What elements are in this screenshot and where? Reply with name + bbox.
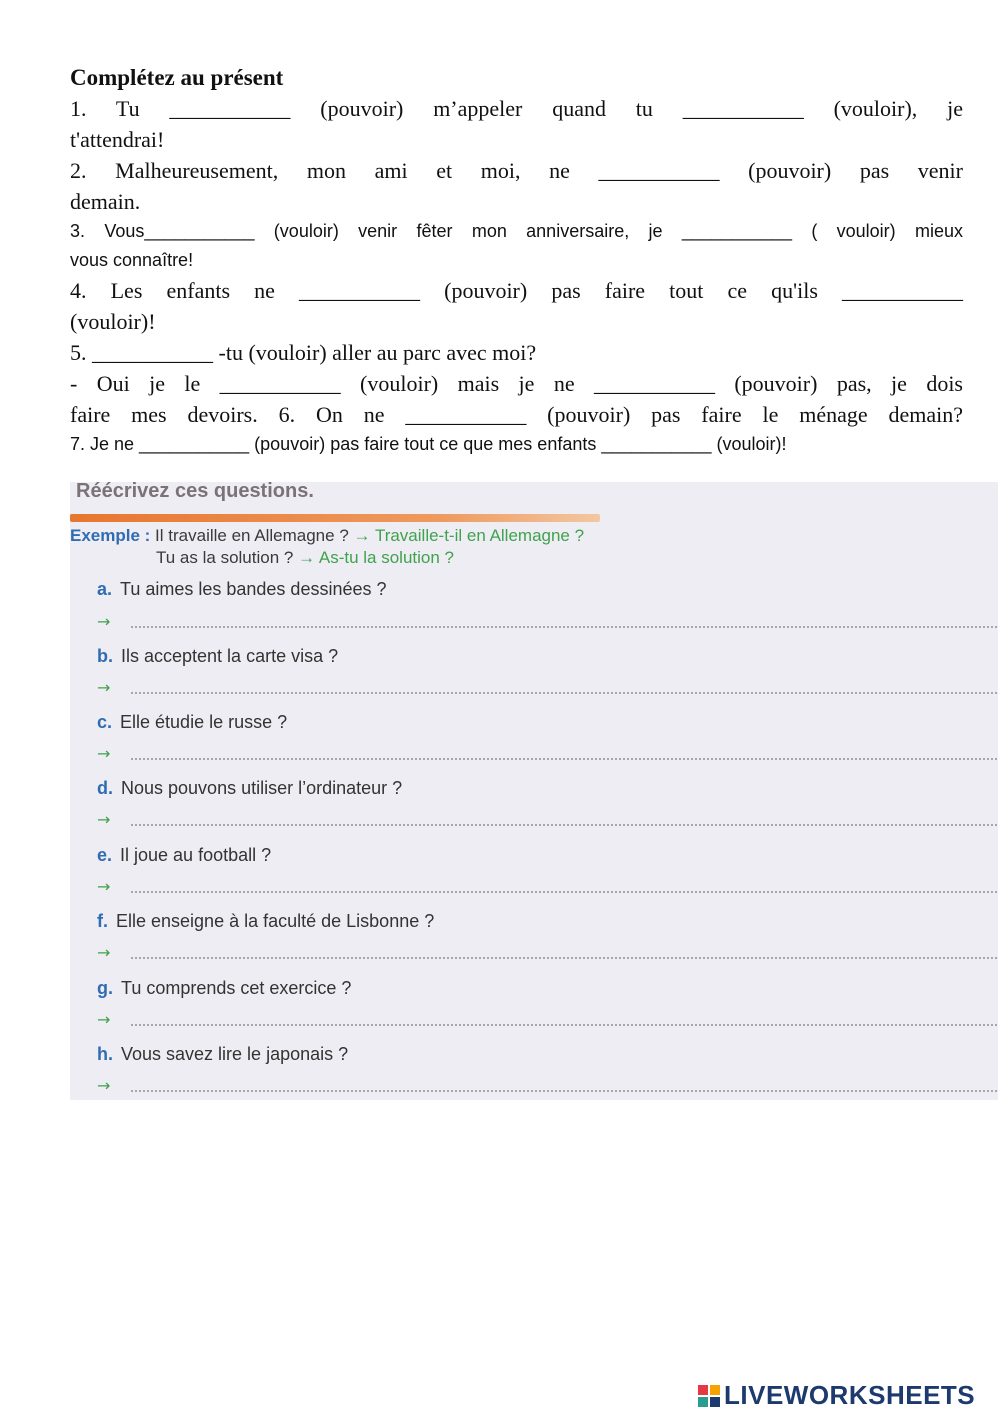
question-letter: g.: [97, 978, 113, 998]
question-text: Tu aimes les bandes dessinées ?: [120, 579, 387, 599]
dotted-line: [131, 957, 997, 959]
example-label: Exemple :: [70, 526, 151, 545]
arrow-icon: →: [97, 1076, 111, 1095]
example-1-question: Il travaille en Allemagne ?: [155, 526, 349, 545]
example-2-answer: As-tu la solution ?: [318, 548, 455, 567]
brand-name: LIVEWORKSHEETS: [724, 1380, 976, 1410]
exercise-line-9: 5. ___________ -tu (vouloir) aller au parc avec moi?: [70, 340, 537, 365]
heading-underline-bar: [70, 514, 600, 522]
answer-line-a[interactable]: [97, 612, 997, 634]
question-a: [97, 579, 387, 600]
question-text: Il joue au football ?: [120, 845, 272, 865]
dotted-line: [131, 1090, 997, 1092]
answer-line-c[interactable]: [97, 744, 997, 766]
question-text: Nous pouvons utiliser l’ordinateur ?: [121, 778, 403, 798]
exercise-2: [70, 482, 998, 1100]
dotted-line: [131, 758, 997, 760]
answer-line-d[interactable]: [97, 810, 997, 832]
answer-line-h[interactable]: [97, 1076, 997, 1098]
arrow-icon: →: [97, 810, 111, 829]
arrow-icon: →: [97, 943, 111, 962]
question-e: [97, 845, 271, 866]
question-letter: d.: [97, 778, 113, 798]
answer-line-b[interactable]: [97, 678, 997, 700]
exercise-line-4: demain.: [70, 189, 141, 214]
arrow-icon: →: [298, 548, 316, 567]
exercise-line-5: 3. Vous___________ (vouloir) venir fêter mon anniversaire, je ___________ ( vouloir) mieux: [70, 221, 963, 241]
question-letter: c.: [97, 712, 113, 732]
answer-line-f[interactable]: [97, 943, 997, 965]
exercise-1: [70, 62, 963, 459]
dotted-line: [131, 626, 997, 628]
exercise-2-heading: Réécrivez ces questions.: [76, 480, 314, 502]
dotted-line: [131, 891, 997, 893]
question-h: [97, 1044, 348, 1065]
dotted-line: [131, 1024, 997, 1026]
arrow-icon: →: [97, 612, 111, 631]
question-text: Vous savez lire le japonais ?: [121, 1044, 349, 1064]
arrow-icon: →: [97, 678, 111, 697]
question-text: Elle étudie le russe ?: [120, 712, 288, 732]
question-letter: f.: [97, 911, 108, 931]
example-line-1: [70, 526, 584, 546]
exercise-line-6: vous connaître!: [70, 250, 194, 270]
exercise-line-8: (vouloir)!: [70, 309, 156, 334]
arrow-icon: →: [97, 877, 111, 896]
exercise-line-10: - Oui je le ___________ (vouloir) mais je ne ___________ (pouvoir) pas, je dois: [70, 371, 963, 396]
arrow-icon: →: [353, 526, 371, 545]
exercise-line-1: 1. Tu ___________ (pouvoir) m’appeler quand tu ___________ (vouloir), je: [70, 96, 963, 121]
question-text: Elle enseigne à la faculté de Lisbonne ?: [116, 911, 435, 931]
question-g: [97, 978, 351, 999]
liveworksheets-logo-icon: [698, 1385, 720, 1407]
exercise-1-title: Complétez au présent: [70, 65, 284, 90]
question-c: [97, 712, 287, 733]
answer-line-g[interactable]: [97, 1010, 997, 1032]
dotted-line: [131, 824, 997, 826]
exercise-line-3: 2. Malheureusement, mon ami et moi, ne ___________ (pouvoir) pas venir: [70, 158, 963, 183]
example-1-answer: Travaille-t-il en Allemagne ?: [374, 526, 585, 545]
arrow-icon: →: [97, 744, 111, 763]
exercise-line-7: 4. Les enfants ne ___________ (pouvoir) pas faire tout ce qu'ils ___________: [70, 278, 963, 303]
example-2-question: Tu as la solution ?: [156, 548, 294, 567]
question-letter: a.: [97, 579, 113, 599]
question-letter: h.: [97, 1044, 113, 1064]
arrow-icon: →: [97, 1010, 111, 1029]
exercise-line-11: faire mes devoirs. 6. On ne ___________ (pouvoir) pas faire le ménage demain?: [70, 402, 963, 427]
exercise-line-2: t'attendrai!: [70, 127, 165, 152]
question-text: Ils acceptent la carte visa ?: [121, 646, 339, 666]
example-line-2: [156, 548, 454, 568]
dotted-line: [131, 692, 997, 694]
question-letter: b.: [97, 646, 113, 666]
question-letter: e.: [97, 845, 113, 865]
question-b: [97, 646, 338, 667]
question-text: Tu comprends cet exercice ?: [121, 978, 352, 998]
question-f: [97, 911, 434, 932]
question-d: [97, 778, 402, 799]
answer-line-e[interactable]: [97, 877, 997, 899]
exercise-line-12: 7. Je ne ___________ (pouvoir) pas faire tout ce que mes enfants ___________ (vouloir)!: [70, 434, 787, 454]
liveworksheets-logo: [698, 1380, 975, 1411]
